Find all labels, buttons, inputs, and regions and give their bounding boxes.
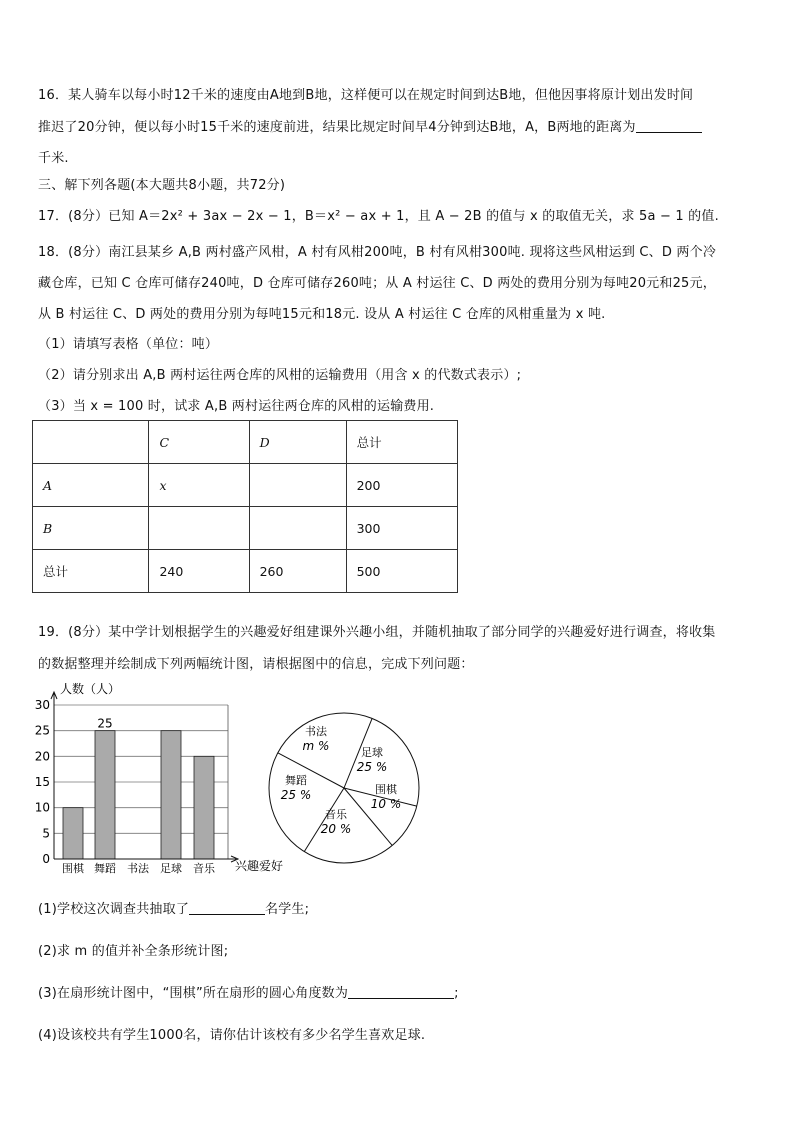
table-cell: 总计: [346, 421, 457, 464]
y-tick-label: 25: [34, 723, 50, 738]
x-tick-label: 音乐: [193, 862, 215, 875]
table-cell: 240: [149, 550, 249, 593]
slice-label: 围棋: [375, 783, 397, 796]
answer-blank[interactable]: [636, 118, 702, 133]
y-tick-label: 0: [42, 852, 50, 866]
section-heading: 三、解下列各题(本大题共8小题，共72分): [38, 178, 286, 193]
slice-label: 书法: [305, 725, 327, 738]
y-tick-label: 30: [34, 698, 50, 712]
q17: 17．(8分）已知 A＝2x² + 3ax − 2x − 1，B＝x² − ax + 1，且 A − 2B 的值与 x 的取值无关，求 5a − 1 的值.: [38, 209, 719, 224]
table-row: [33, 421, 458, 464]
table-cell: 200: [346, 464, 457, 507]
q18-line3: 从 B 村运往 C、D 两处的费用分别为每吨15元和18元. 设从 A 村运往 C 仓库的风柑重量为 x 吨.: [38, 307, 606, 322]
answer-blank[interactable]: [348, 984, 454, 999]
slice-value: m %: [302, 739, 330, 753]
table-cell: 300: [346, 507, 457, 550]
table-cell: B: [33, 507, 149, 550]
q18-sub3: （3）当 x = 100 时，试求 A,B 两村运往两仓库的风柑的运输费用.: [38, 399, 435, 414]
q19-line2: 的数据整理并绘制成下列两幅统计图，请根据图中的信息，完成下列问题：: [38, 657, 474, 672]
table-cell-blank[interactable]: [249, 507, 346, 550]
table-cell: 260: [249, 550, 346, 593]
x-tick-label: 书法: [127, 862, 149, 875]
q18-line2: 藏仓库，已知 C 仓库可储存240吨，D 仓库可储存260吨；从 A 村运往 C、D 两处的费用分别为每吨20元和25元，: [38, 276, 716, 291]
y-axis-label: 人数（人）: [60, 682, 121, 696]
slice-value: 25 %: [280, 788, 312, 802]
table-cell: [33, 421, 149, 464]
slice-value: 10 %: [370, 797, 402, 811]
q18-sub1: （1）请填写表格（单位：吨）: [38, 337, 219, 352]
y-tick-label: 10: [34, 800, 50, 815]
q19-sub2: (2)求 m 的值并补全条形统计图;: [38, 944, 229, 959]
table-cell: 500: [346, 550, 457, 593]
slice-value: 25 %: [356, 760, 388, 774]
table-cell: C: [149, 421, 249, 464]
table-cell-blank[interactable]: [149, 507, 249, 550]
q19-line1: 19．(8分）某中学计划根据学生的兴趣爱好组建课外兴趣小组，并随机抽取了部分同学的兴趣爱好进行调查，将收集: [38, 625, 716, 640]
bar-chart: [30, 678, 290, 878]
data-label: 25: [97, 716, 113, 731]
q16-line1: 16．某人骑车以每小时12千米的速度由A地到B地，这样便可以在规定时间到达B地，但他因事将原计划出发时间: [38, 88, 694, 103]
slice-value: 20 %: [320, 822, 352, 836]
q19-sub4: (4)设该校共有学生1000名，请你估计该校有多少名学生喜欢足球.: [38, 1028, 426, 1043]
q16-line3: 千米.: [38, 151, 69, 166]
shipping-table: [32, 420, 458, 593]
q16-line2: 推迟了20分钟，便以每小时15千米的速度前进，结果比规定时间早4分钟到达B地，A，B两地的距离为: [38, 116, 702, 135]
bar: [63, 808, 83, 859]
x-axis-label: 兴趣爱好: [235, 859, 284, 873]
table-row: [33, 507, 458, 550]
table-cell: A: [33, 464, 149, 507]
bar: [161, 731, 181, 859]
table-row: [33, 550, 458, 593]
bar: [95, 731, 115, 859]
answer-blank[interactable]: [189, 900, 265, 915]
q18-line1: 18．(8分）南江县某乡 A,B 两村盛产风柑，A 村有风柑200吨，B 村有风柑300吨. 现将这些风柑运到 C、D 两个冷: [38, 245, 717, 260]
table-cell: D: [249, 421, 346, 464]
table-cell: x: [149, 464, 249, 507]
y-tick-label: 15: [34, 775, 50, 789]
bar: [194, 756, 214, 859]
slice-label: 足球: [361, 746, 383, 759]
table-cell-blank[interactable]: [249, 464, 346, 507]
table-row: [33, 464, 458, 507]
q19-sub1: (1)学校这次调查共抽取了 名学生;: [38, 902, 310, 917]
slice-label: 音乐: [325, 808, 347, 821]
y-tick-label: 5: [42, 826, 50, 841]
x-tick-label: 围棋: [62, 862, 84, 875]
slice-label: 舞蹈: [285, 774, 307, 787]
q19-sub3: (3)在扇形统计图中，“围棋”所在扇形的圆心角度数为 ;: [38, 986, 459, 1001]
y-tick-label: 20: [34, 749, 50, 764]
pie-chart: [262, 706, 442, 876]
x-tick-label: 足球: [160, 862, 182, 875]
x-tick-label: 舞蹈: [94, 862, 116, 875]
q18-sub2: （2）请分别求出 A,B 两村运往两仓库的风柑的运输费用（用含 x 的代数式表示）;: [38, 368, 522, 383]
table-cell: 总计: [33, 550, 149, 593]
